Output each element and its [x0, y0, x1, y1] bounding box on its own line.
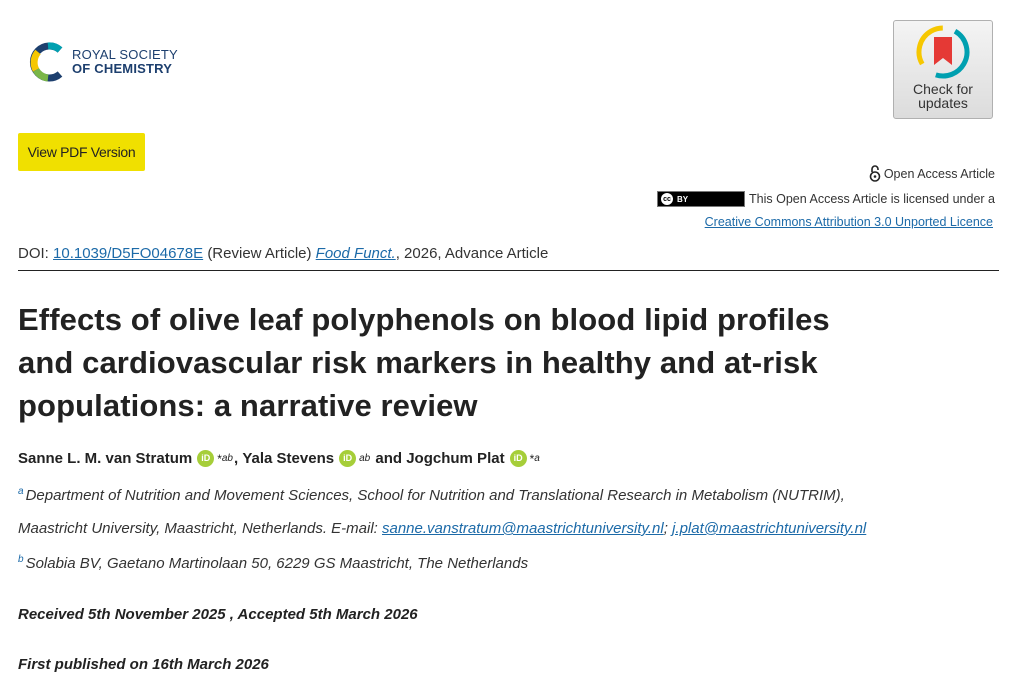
doi-prefix: DOI:: [18, 245, 49, 262]
bookmark-icon: [916, 25, 970, 79]
rsc-logo-icon: [28, 40, 68, 84]
article-title: [18, 298, 998, 427]
cc-by-badge[interactable]: [657, 191, 745, 207]
open-lock-icon: [869, 165, 881, 182]
doi-link[interactable]: 10.1039/D5FO04678E: [53, 245, 204, 262]
divider: [18, 270, 999, 271]
check-updates-line2: updates: [918, 95, 968, 111]
title-line1: Effects of olive leaf polyphenols on blood lipid profiles: [18, 302, 830, 337]
affiliation-a-line2: [18, 520, 866, 537]
first-published-date: First published on 16th March 2026: [18, 656, 269, 673]
affiliation-b-marker: b: [18, 554, 24, 565]
rsc-logo[interactable]: [28, 40, 178, 84]
journal-link[interactable]: Food Funct.: [315, 245, 396, 262]
check-updates-line1: Check for: [913, 81, 973, 97]
orcid-icon[interactable]: iD: [510, 450, 527, 467]
affiliation-a-prefix: Maastricht University, Maastricht, Netherlands. E-mail:: [18, 520, 378, 537]
affiliation-marker[interactable]: a: [534, 453, 540, 464]
orcid-icon[interactable]: iD: [197, 450, 214, 467]
title-line2: and cardiovascular risk markers in healthy and at-risk: [18, 345, 818, 380]
logo-text-line2: OF CHEMISTRY: [72, 61, 173, 76]
license-text: This Open Access Article is licensed under a: [749, 192, 995, 206]
cc-icon: cc: [661, 193, 673, 205]
article-type: (Review Article): [207, 245, 312, 262]
citation-rest: , 2026, Advance Article: [395, 245, 549, 262]
citation-line: [18, 245, 548, 262]
corresponding-marker: *: [217, 451, 222, 466]
license-statement: [657, 191, 995, 207]
author-list: [18, 450, 541, 467]
author-name[interactable]: Jogchum Plat: [406, 450, 505, 467]
affiliation-a-marker: a: [18, 486, 24, 497]
open-access-text: Open Access Article: [883, 166, 995, 181]
author-name[interactable]: Yala Stevens: [242, 450, 335, 467]
corresponding-marker: *: [529, 451, 535, 466]
orcid-icon[interactable]: iD: [339, 450, 356, 467]
author-conjunction: and: [375, 450, 403, 467]
affiliation-a-line1: [18, 486, 845, 504]
open-access-label: [869, 165, 995, 182]
email-link[interactable]: j.plat@maastrichtuniversity.nl: [672, 520, 867, 537]
received-accepted-dates: Received 5th November 2025 , Accepted 5th March 2026: [18, 606, 418, 623]
licence-link[interactable]: Creative Commons Attribution 3.0 Unported Licence: [704, 215, 993, 229]
check-for-updates-badge[interactable]: [893, 20, 993, 119]
affiliation-a-text: Department of Nutrition and Movement Sciences, School for Nutrition and Translational Research in Metabolism (NUTRIM),: [25, 487, 845, 504]
affiliation-b: [18, 554, 528, 572]
title-line3: populations: a narrative review: [18, 388, 478, 423]
affiliation-marker[interactable]: ab: [359, 453, 371, 464]
author-separator: ,: [234, 450, 239, 467]
affiliation-marker[interactable]: ab: [221, 453, 233, 464]
email-link[interactable]: sanne.vanstratum@maastrichtuniversity.nl: [382, 520, 664, 537]
author-name[interactable]: Sanne L. M. van Stratum: [18, 450, 193, 467]
affiliation-b-text: Solabia BV, Gaetano Martinolaan 50, 6229 GS Maastricht, The Netherlands: [25, 555, 529, 572]
view-pdf-button[interactable]: View PDF Version: [18, 133, 145, 171]
email-separator: ;: [663, 520, 668, 537]
cc-badge-by: BY: [677, 194, 689, 204]
logo-text-line1: ROYAL SOCIETY: [72, 47, 178, 62]
